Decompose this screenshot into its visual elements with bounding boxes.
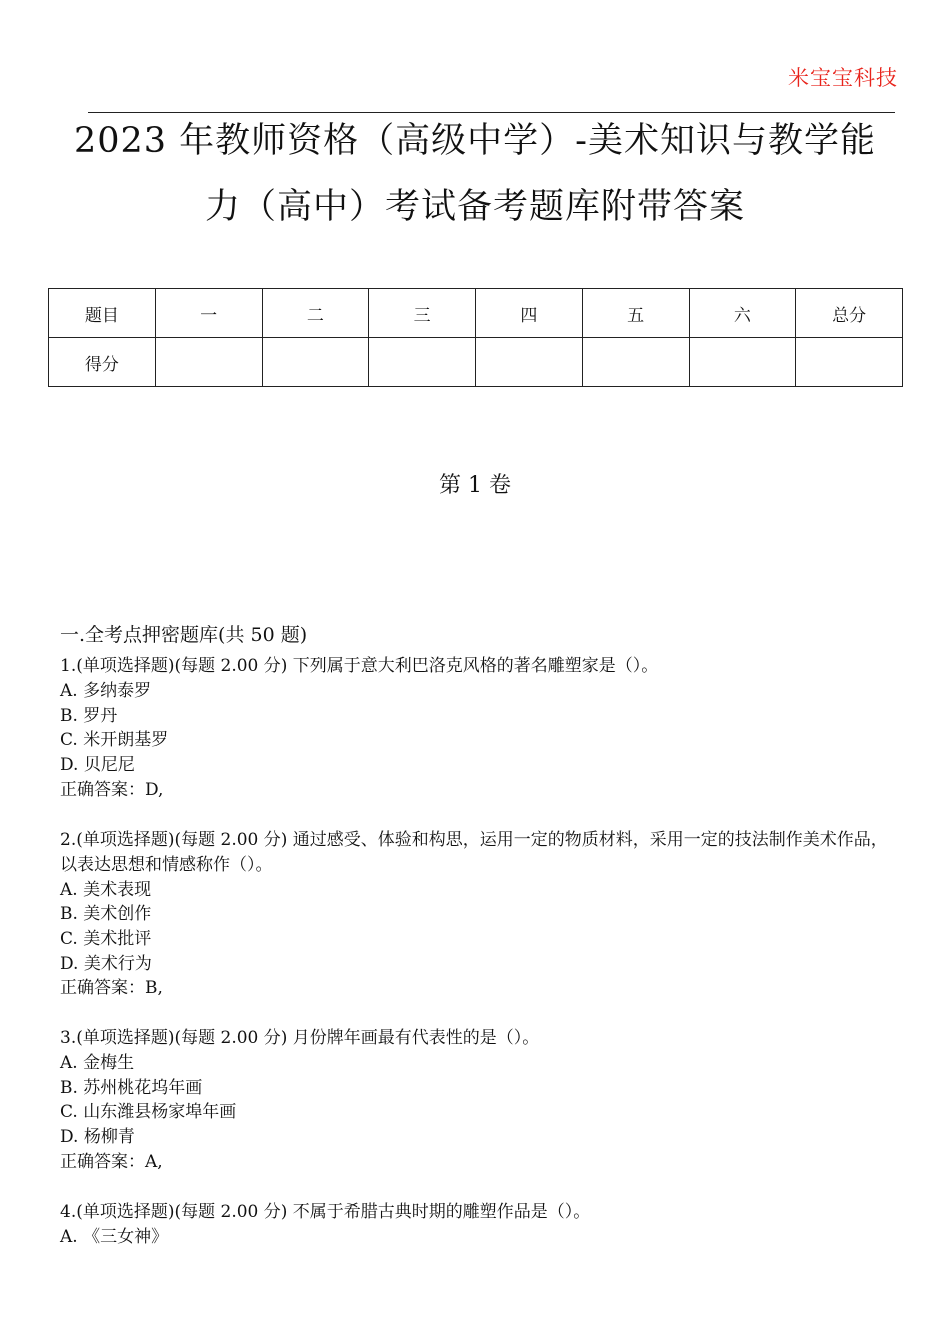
score-cell	[476, 338, 583, 387]
option: A. 多纳泰罗	[60, 681, 152, 701]
answer: 正确答案：B,	[60, 978, 163, 999]
question-stem: 2.(单项选择题)(每题 2.00 分) 通过感受、体验和构思，运用一定的物质材料，采用一定的技法制作美术作品，以表达思想和情感称作（）。	[60, 829, 888, 875]
score-cell	[582, 338, 689, 387]
header-cell: 一	[155, 289, 262, 338]
option: B. 苏州桃花坞年画	[60, 1077, 203, 1098]
question-block	[60, 1026, 900, 1175]
option: A. 美术表现	[60, 879, 152, 900]
option: C. 山东潍县杨家埠年画	[60, 1102, 237, 1123]
score-cell	[796, 338, 903, 387]
answer: 正确答案：D,	[60, 779, 164, 800]
question-stem: 3.(单项选择题)(每题 2.00 分) 月份牌年画最有代表性的是（）。	[60, 1028, 540, 1049]
score-cell	[369, 338, 476, 387]
option: D. 贝尼尼	[60, 755, 135, 776]
header-cell: 总分	[796, 289, 903, 338]
option: B. 罗丹	[60, 705, 118, 726]
header-cell: 三	[369, 289, 476, 338]
score-table-header-row	[49, 289, 903, 338]
header-cell: 题目	[49, 289, 156, 338]
question-block	[60, 1200, 900, 1250]
header-cell: 四	[476, 289, 583, 338]
question-block	[60, 828, 900, 1002]
option: C. 美术批评	[60, 928, 152, 949]
option: A. 《三女神》	[60, 1226, 169, 1247]
brand-label: 米宝宝科技	[788, 66, 898, 90]
title-line-2: 力（高中）考试备考题库附带答案	[204, 187, 745, 227]
header-cell: 二	[262, 289, 369, 338]
option: C. 米开朗基罗	[60, 730, 169, 751]
section-title: 一.全考点押密题库(共 50 题)	[60, 624, 308, 646]
score-table-score-row	[49, 338, 903, 387]
question-stem: 4.(单项选择题)(每题 2.00 分) 不属于希腊古典时期的雕塑作品是（）。	[60, 1201, 591, 1222]
option: A. 金梅生	[60, 1053, 135, 1074]
question-list	[60, 620, 900, 1274]
score-table	[48, 288, 903, 387]
volume-title: 第 1 卷	[439, 473, 511, 498]
score-cell	[155, 338, 262, 387]
title-line-1: 2023 年教师资格（高级中学）-美术知识与教学能	[73, 121, 877, 161]
question-stem: 1.(单项选择题)(每题 2.00 分) 下列属于意大利巴洛克风格的著名雕塑家是（）。	[60, 656, 659, 676]
header-cell: 六	[689, 289, 796, 338]
document-title	[40, 108, 910, 240]
option: B. 美术创作	[60, 904, 152, 925]
option: D. 杨柳青	[60, 1127, 135, 1148]
answer: 正确答案：A,	[60, 1151, 163, 1172]
header-cell: 五	[582, 289, 689, 338]
score-row-label: 得分	[49, 338, 156, 387]
score-cell	[262, 338, 369, 387]
question-block	[60, 654, 900, 803]
score-cell	[689, 338, 796, 387]
option: D. 美术行为	[60, 953, 152, 974]
